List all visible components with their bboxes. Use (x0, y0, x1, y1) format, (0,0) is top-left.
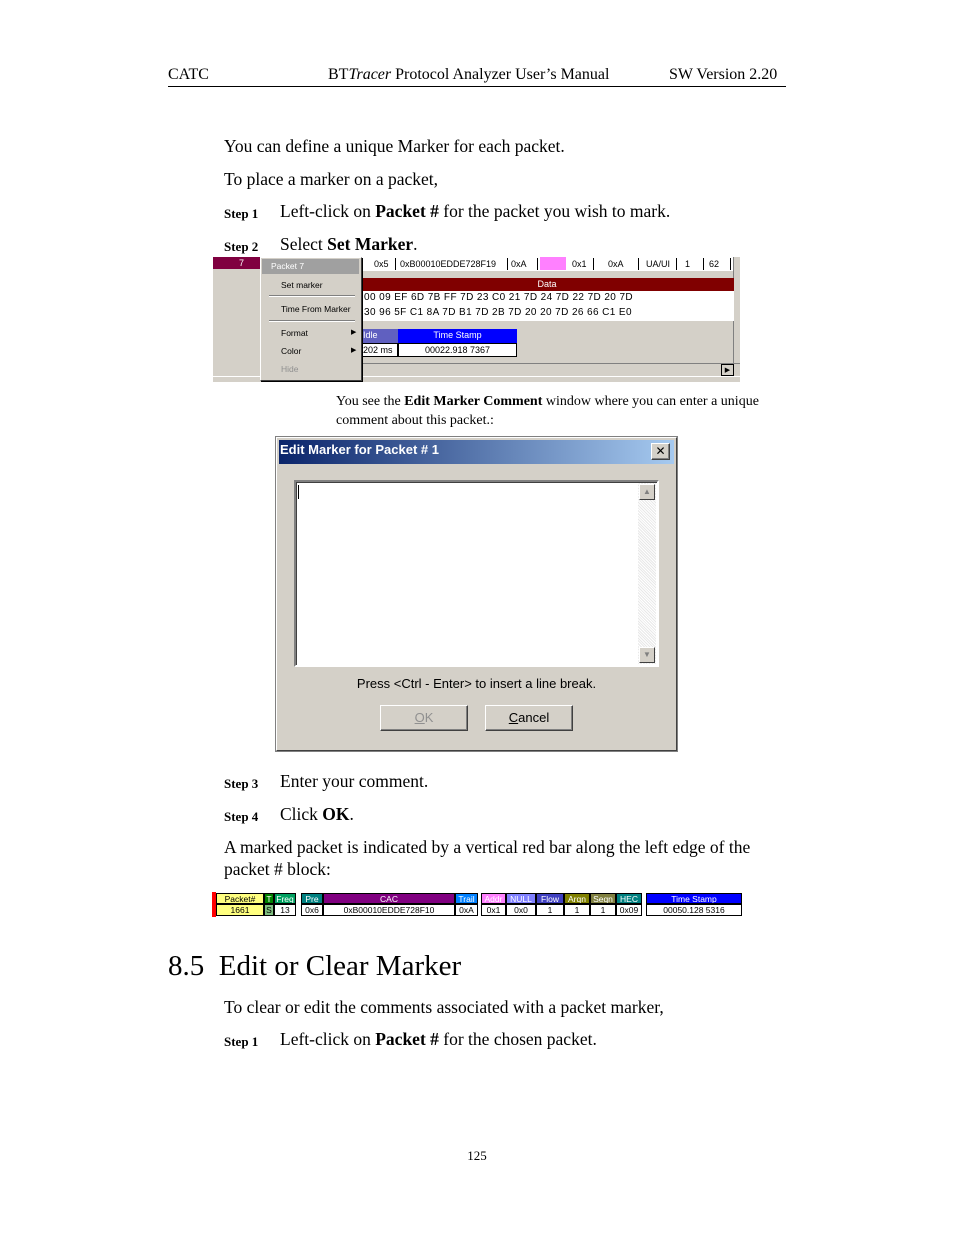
section-intro: To clear or edit the comments associated with a packet marker, (224, 997, 664, 1017)
step-text-pre: Left-click on (280, 201, 376, 221)
caption-bold: Edit Marker Comment (404, 394, 543, 409)
hex-row: 30 96 5F C1 8A 7D B1 7D 2B 7D 20 20 7D 26 66 C1 E0 (364, 307, 632, 318)
dialog-title: Edit Marker for Packet # 1 (280, 442, 439, 457)
section-title: Edit or Clear Marker (218, 950, 462, 982)
horizontal-scrollbar[interactable] (360, 363, 740, 376)
mnemonic-letter: C (508, 710, 519, 725)
step-text (280, 804, 354, 825)
strip-value: 1 (536, 904, 564, 916)
menu-title: Packet 7 (271, 261, 305, 271)
step-label: Step 2 (224, 239, 259, 254)
strip-header: Arqn (564, 893, 590, 904)
header-center (328, 66, 609, 84)
left-pane (213, 269, 260, 382)
close-icon[interactable]: ✕ (651, 443, 670, 460)
step-label: Step 4 (224, 809, 259, 824)
header-right: SW Version 2.20 (669, 66, 778, 83)
strip-header: Seqn (590, 893, 616, 904)
strip-value: 1 (564, 904, 590, 916)
timestamp-value: 00022.918 7367 (398, 343, 517, 357)
strip-value: S (264, 904, 274, 916)
strip-value: 0x09 (616, 904, 642, 916)
step-text-pre: Select (280, 234, 328, 254)
textarea-scrollbar[interactable] (638, 483, 656, 664)
packet-number-cell[interactable]: 7 (213, 257, 270, 269)
step-text (280, 234, 418, 255)
strip-header: HEC (616, 893, 642, 904)
menu-separator (269, 295, 355, 297)
step-text (280, 201, 670, 222)
hex-row: 00 09 EF 6D 7B FF 7D 23 C0 21 7D 24 7D 22 7D 20 7D (364, 292, 634, 303)
header-center-suffix: Protocol Analyzer User’s Manual (391, 66, 610, 83)
scroll-down-icon[interactable]: ▼ (639, 647, 655, 663)
caption-pre: You see the (336, 394, 405, 409)
cancel-button[interactable]: Cancel (485, 705, 573, 731)
data-header: Data (360, 278, 734, 291)
intro-line-1: You can define a unique Marker for each packet. (224, 136, 565, 156)
header-left: CATC (168, 66, 209, 83)
step-text-post: . (413, 234, 418, 254)
strip-value: 00050.128 5316 (646, 904, 742, 916)
step-text-pre: Left-click on (280, 1029, 376, 1049)
step-text-pre: Click (280, 804, 323, 824)
header-center-italic: Tracer (348, 66, 392, 83)
ok-button[interactable]: OK (380, 705, 468, 731)
idle-value: 202 ms (360, 343, 398, 357)
header-rule (168, 86, 786, 87)
section-heading (168, 950, 461, 983)
menu-item-set-marker[interactable]: Set marker (281, 280, 323, 290)
step-label: Step 3 (224, 776, 259, 791)
menu-item-format[interactable]: Format (281, 328, 308, 338)
top-cell: 1 (679, 258, 704, 270)
strip-header: Pre (301, 893, 323, 904)
strip-header: Packet# (216, 893, 264, 904)
step-text-post: . (349, 804, 354, 824)
scroll-right-icon[interactable]: ▶ (721, 364, 734, 376)
section-number: 8.5 (168, 950, 205, 982)
menu-item-color[interactable]: Color (281, 346, 302, 356)
step-text-post: for the chosen packet. (438, 1029, 597, 1049)
strip-value: 0xB00010EDDE728F10 (323, 904, 455, 916)
top-cell: 0xB00010EDDE728F19 (397, 258, 508, 270)
header-center-prefix: BT (328, 66, 349, 83)
step-text-bold: Set Marker (327, 234, 414, 254)
strip-header: CAC (323, 893, 455, 904)
strip-header: T (264, 893, 274, 904)
timestamp-header: Time Stamp (398, 329, 517, 343)
comment-textarea[interactable] (294, 480, 659, 667)
strip-value: 0x1 (481, 904, 506, 916)
line-break-hint: Press <Ctrl - Enter> to insert a line break. (356, 676, 597, 691)
menu-item-hide[interactable]: Hide (281, 364, 299, 374)
strip-header: Freq (274, 893, 296, 904)
page-number: 125 (467, 1148, 487, 1163)
idle-header: Idle (360, 329, 398, 343)
text-cursor (298, 485, 299, 499)
mnemonic-letter: O (414, 710, 425, 725)
step-text-pre: Enter your comment. (280, 771, 429, 791)
strip-header: Addr (481, 893, 506, 904)
top-cell: 0xA (596, 258, 639, 270)
top-cell-addr (540, 257, 566, 270)
step-text (280, 771, 428, 792)
dialog-caption (336, 392, 776, 430)
step-text-bold: Packet # (375, 1029, 439, 1049)
marked-packet-text: A marked packet is indicated by a vertical red bar along the left edge of the packet # block: (224, 837, 751, 879)
step-text-bold: Packet # (375, 201, 439, 221)
menu-item-time-from-marker[interactable]: Time From Marker (281, 304, 351, 314)
top-cell: 0x1 (568, 258, 594, 270)
caption-post: window where you can enter a unique comment about this packet.: (336, 394, 759, 428)
top-cell: 0xA (508, 258, 538, 270)
strip-header: NULL (506, 893, 536, 904)
menu-separator (269, 320, 355, 322)
marked-packet-strip (212, 892, 743, 917)
step-text-post: for the packet you wish to mark. (438, 201, 671, 221)
step-label: Step 1 (224, 1034, 259, 1049)
edit-marker-dialog (276, 437, 677, 751)
submenu-arrow-icon: ▶ (351, 346, 357, 354)
top-cell: 0x5 (360, 258, 396, 270)
strip-value: 0x0 (506, 904, 536, 916)
strip-value[interactable]: 1661 (216, 904, 264, 916)
strip-value: 0xA (455, 904, 478, 916)
top-cell: 62 (706, 258, 731, 270)
step-text-bold: OK (322, 804, 350, 824)
step-label: Step 1 (224, 206, 259, 221)
strip-value: 1 (590, 904, 616, 916)
top-cell: UA/UI (643, 258, 677, 270)
submenu-arrow-icon: ▶ (351, 328, 357, 336)
strip-value: 13 (274, 904, 296, 916)
intro-line-2: To place a marker on a packet, (224, 169, 439, 189)
context-menu-screenshot (213, 257, 740, 382)
vertical-scrollbar[interactable] (733, 257, 740, 367)
strip-value: 0x6 (301, 904, 323, 916)
strip-header: Time Stamp (646, 893, 742, 904)
context-menu (260, 257, 362, 381)
strip-header: Trail (455, 893, 478, 904)
scroll-up-icon[interactable]: ▲ (639, 484, 655, 500)
strip-header: Flow (536, 893, 564, 904)
step-text (280, 1029, 597, 1050)
